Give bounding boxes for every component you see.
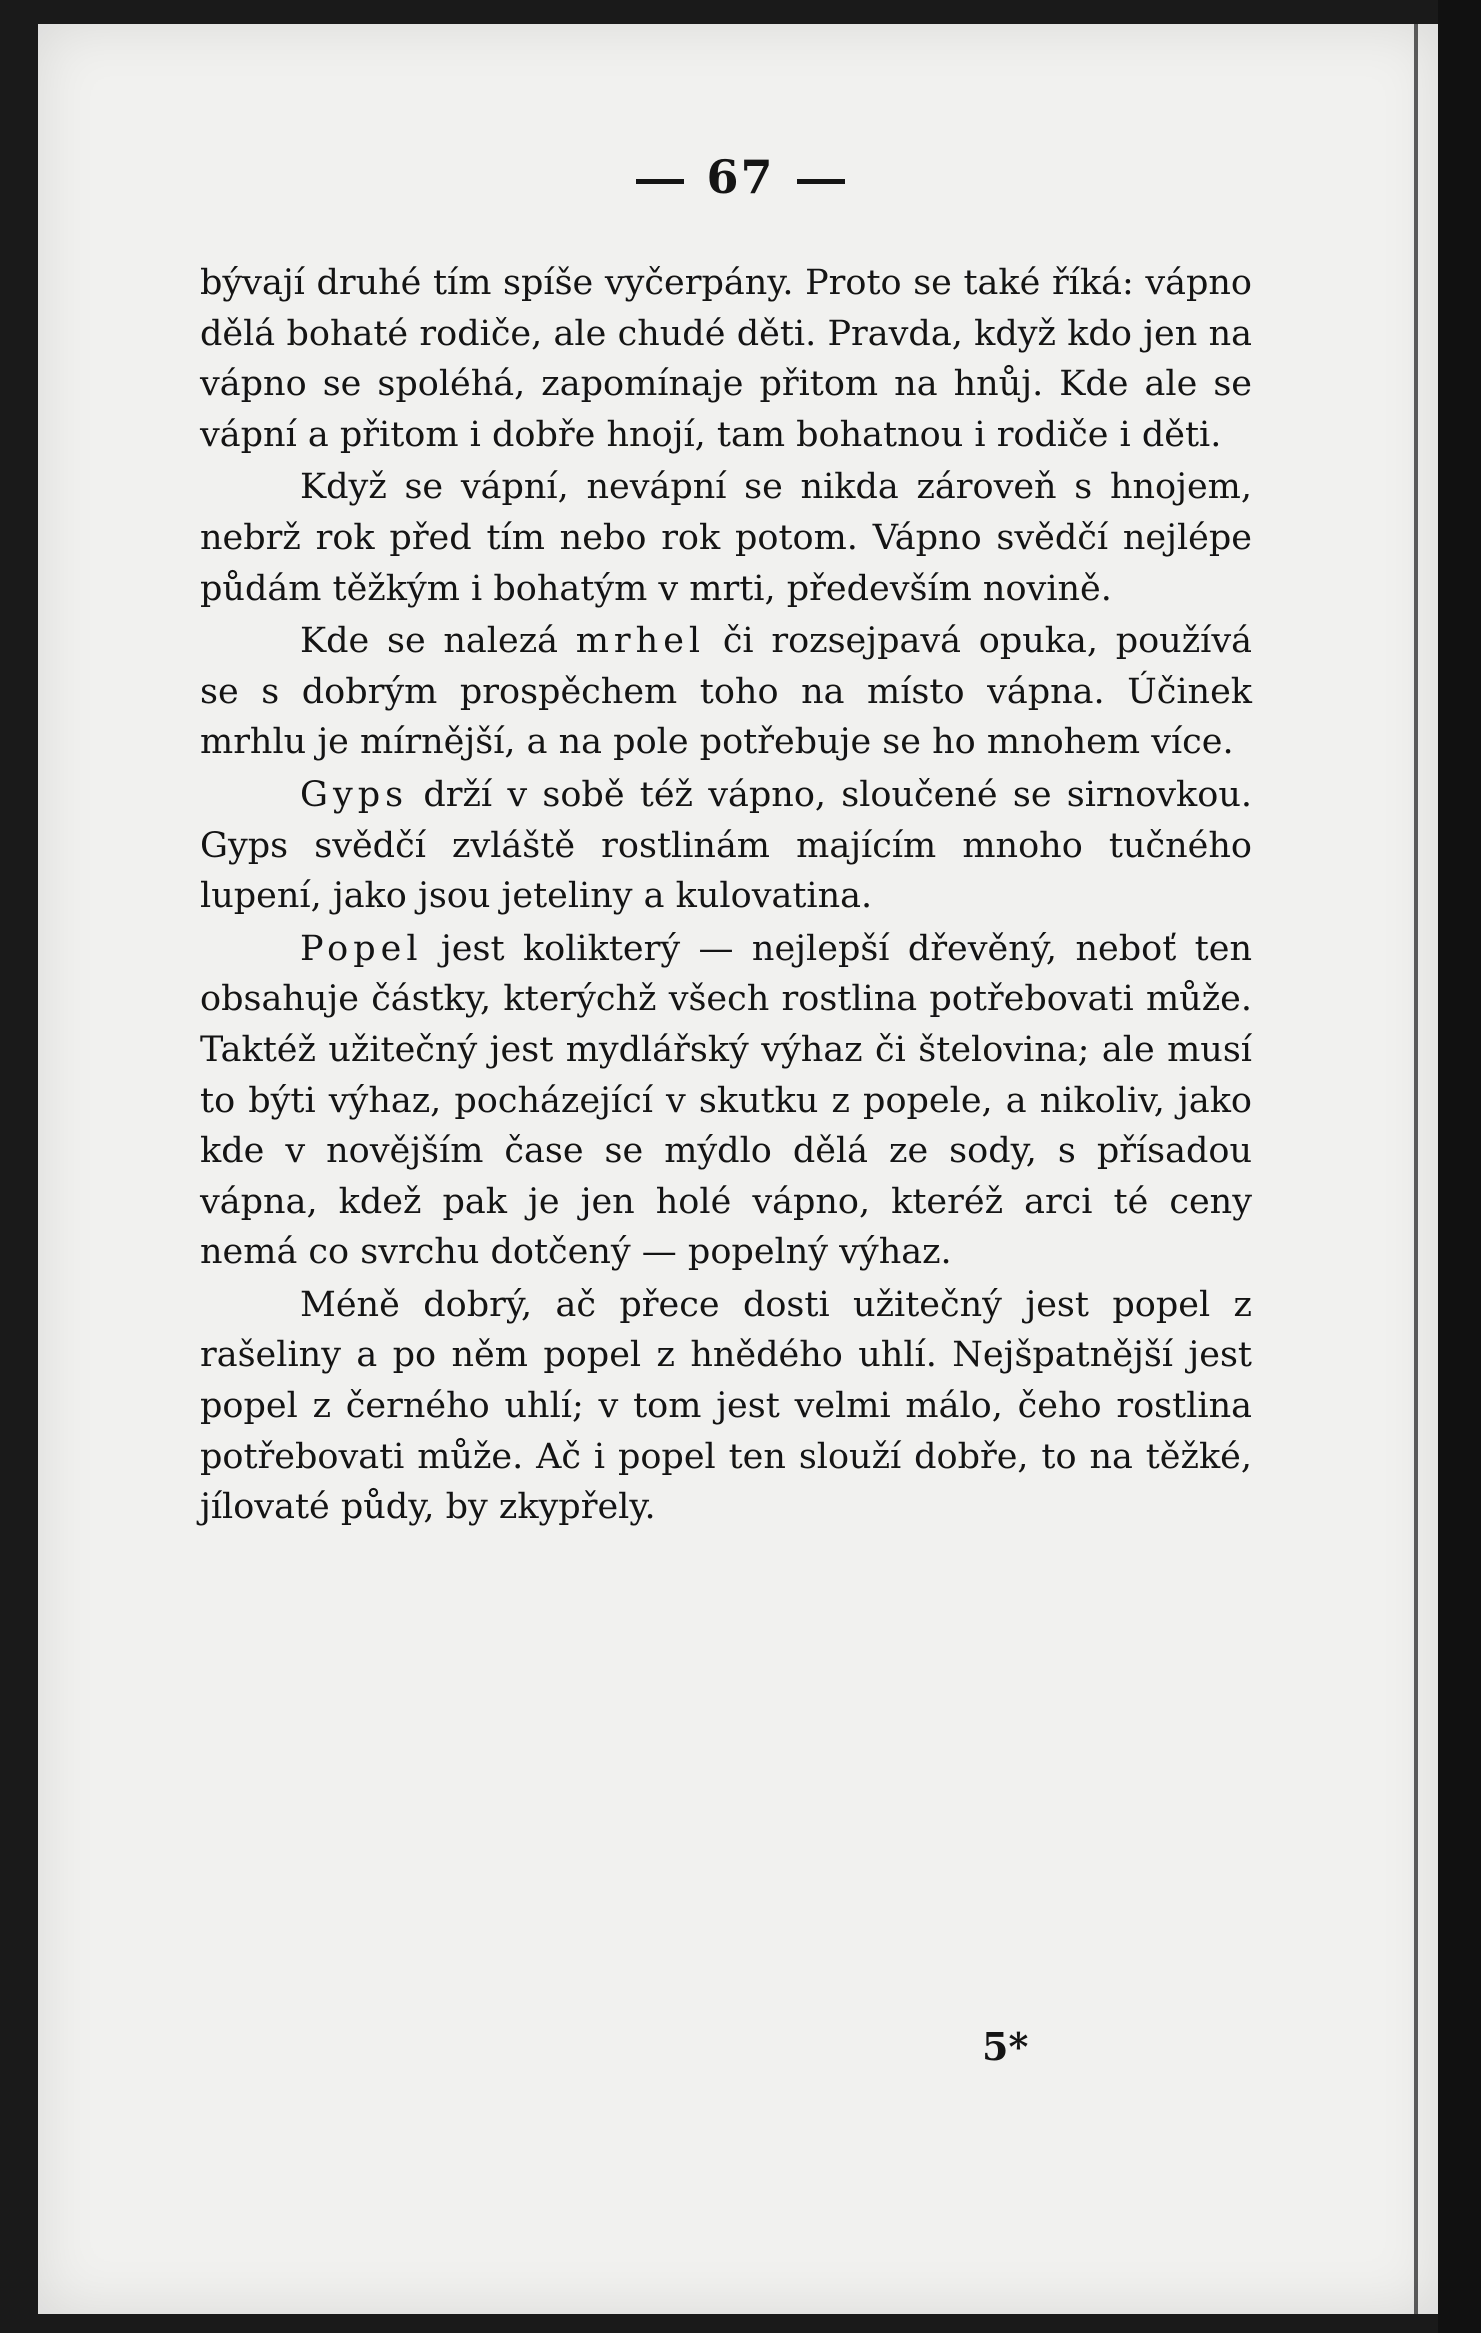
- paragraph-4-body: drží v sobě též vápno, sloučené se sirnovkou. Gyps svědčí zvláště rostlinám majícím mnoho tučného lupení, jako jsou jeteliny a kulovatina.: [200, 774, 1252, 917]
- header-dash-left: [636, 179, 684, 184]
- body-text: [200, 258, 1252, 1533]
- scan-edge: [1438, 0, 1481, 2333]
- paragraph-3: [200, 616, 1252, 768]
- paragraph-5-body: jest kolikterý — nejlepší dřevěný, neboť ten obsahuje částky, kterýchž všech rostlina potřebovati může. Taktéž užitečný jest mydlářský výhaz či štelovina; ale musí to býti výhaz, pocházející v skutku z popele, a nikoliv, jako kde v novějším čase se mýdlo dělá ze sody, s přísadou vápna, kdež pak je jen holé vápno, kteréž arci té ceny nemá co svrchu dotčený — popelný výhaz.: [200, 928, 1252, 1273]
- paragraph-1: bývají druhé tím spíše vyčerpány. Proto se také říká: vápno dělá bohaté rodiče, ale chudé děti. Pravda, když kdo jen na vápno se spoléhá, zapomínaje přitom na hnůj. Kde ale se vápní a přitom i dobře hnojí, tam bohatnou i rodiče i děti.: [200, 263, 1252, 455]
- paragraph-3-body: či rozsejpavá opuka, používá se s dobrým prospěchem toho na místo vápna. Účinek mrhlu je mírnější, a na pole potřebuje se ho mnohem více.: [200, 621, 1252, 763]
- signature-mark: 5*: [982, 2024, 1029, 2069]
- paragraph-6: Méně dobrý, ač přece dosti užitečný jest popel z rašeliny a po něm popel z hnědého uhlí. Nejšpatnější jest popel z černého uhlí; v tom jest velmi málo, čeho rostlina potřebovati může. Ač i popel ten slouží dobře, to na těžké, jílovaté půdy, by zkypřely.: [200, 1284, 1252, 1528]
- term-gyps: Gyps: [300, 774, 409, 815]
- paragraph-3-lead: Kde se nalezá: [300, 621, 576, 662]
- page-number: 67: [706, 150, 775, 204]
- header-dash-right: [797, 179, 845, 184]
- running-head: [0, 150, 1481, 204]
- term-popel: Popel: [300, 928, 423, 969]
- paragraph-4: [200, 770, 1252, 922]
- paragraph-2: Když se vápní, nevápní se nikda zároveň s hnojem, nebrž rok před tím nebo rok potom. Vápno svědčí nejlépe půdám těžkým i bohatým v mrti, především novině.: [200, 467, 1252, 609]
- term-mrhel: mrhel: [575, 621, 706, 662]
- paragraph-5: [200, 924, 1252, 1278]
- page-edge-shadow: [1414, 24, 1418, 2314]
